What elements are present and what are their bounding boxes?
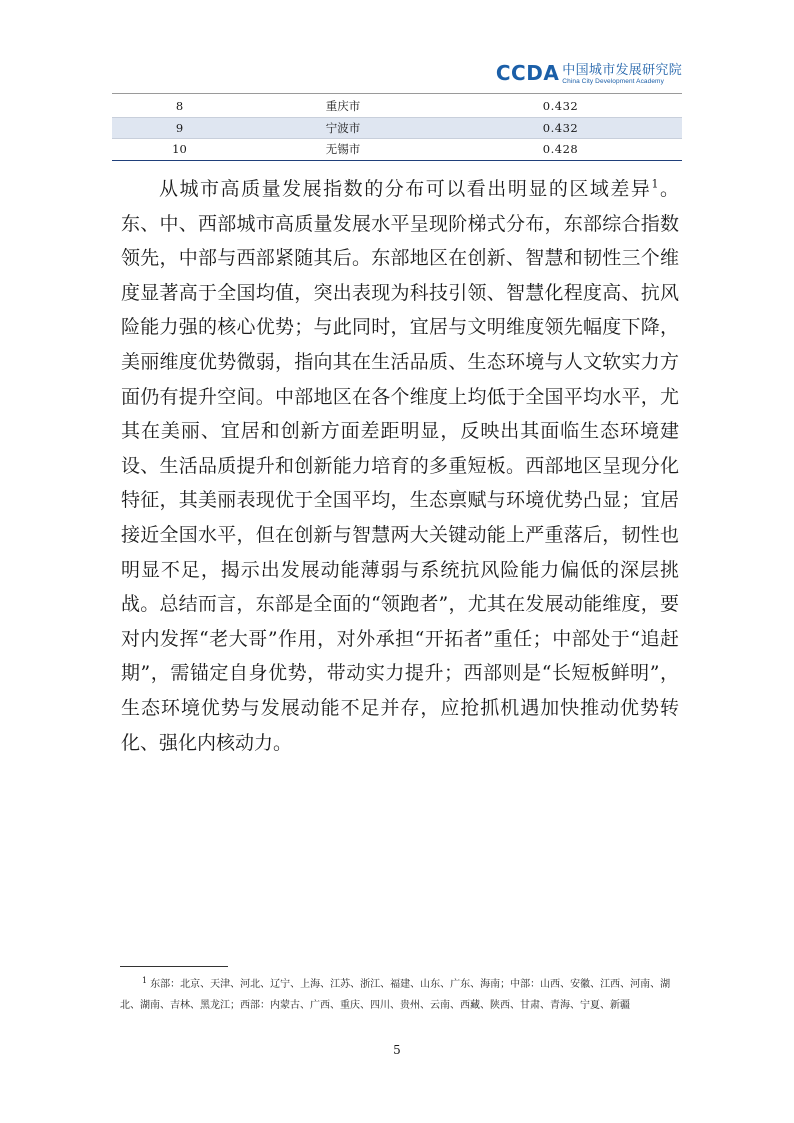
page-header <box>112 60 682 94</box>
body-paragraph <box>121 172 679 760</box>
ranking-table <box>112 96 682 161</box>
page-number: 5 <box>393 1043 401 1057</box>
rank-cell: 8 <box>175 99 184 114</box>
logo-text <box>562 60 682 86</box>
score-cell: 0.432 <box>542 99 579 114</box>
footnote <box>120 974 676 1016</box>
logo-mark: CCDA <box>495 61 560 85</box>
rank-cell: 10 <box>172 142 187 157</box>
table-row <box>112 139 682 161</box>
header-rule <box>112 93 682 94</box>
footnote-text: 东部：北京、天津、河北、辽宁、上海、江苏、浙江、福建、山东、广东、海南；中部：山西、安徽、江西、河南、湖北、湖南、吉林、黑龙江；西部：内蒙古、广西、重庆、四川、贵州、云南、西藏、陕西、甘肃、青海、宁夏、新疆 <box>120 979 671 1011</box>
table-row <box>112 96 682 117</box>
org-name-en: China City Development Academy <box>562 78 664 85</box>
paragraph-lead: 从城市高质量发展指数的分布可以看出明显的区域差异 <box>159 178 652 200</box>
score-cell: 0.432 <box>439 117 682 139</box>
city-cell: 宁波市 <box>247 117 439 139</box>
paragraph-rest: 。东、中、西部城市高质量发展水平呈现阶梯式分布，东部综合指数领先，中部与西部紧随其后。东部地区在创新、智慧和韧性三个维度显著高于全国均值，突出表现为科技引领、智慧化程度高、抗风险能力强的核心优势；与此同时，宜居与文明维度领先幅度下降，美丽维度优势微弱，指向其在生活品质、生态环境与人文软实力方面仍有提升空间。中部地区在各个维度上均低于全国平均水平，尤其在美丽、宜居和创新方面差距明显，反映出其面临生态环境建设、生活品质提升和创新能力培育的多重短板。西部地区呈现分化特征，其美丽表现优于全国平均，生态禀赋与环境优势凸显；宜居接近全国水平，但在创新与智慧两大关键动能上严重落后，韧性也明显不足，揭示出发展动能薄弱与系统抗风险能力偏低的深层挑战。总结而言，东部是全面的“领跑者”，尤其在发展动能维度，要对内发挥“老大哥”作用，对外承担“开拓者”重任；中部处于“追赶期”，需锚定自身优势，带动实力提升；西部则是“长短板鲜明”，生态环境优势与发展动能不足并存，应抢抓机遇加快推动优势转化、强化内核动力。 <box>121 178 679 754</box>
footnote-reference[interactable]: 1 <box>651 177 659 191</box>
score-cell: 0.428 <box>542 142 579 157</box>
table-row <box>112 117 682 139</box>
footnote-mark: 1 <box>142 975 148 985</box>
org-name-cn: 中国城市发展研究院 <box>562 63 682 78</box>
city-cell: 重庆市 <box>325 99 361 114</box>
rank-cell: 9 <box>112 117 247 139</box>
city-cell: 无锡市 <box>325 142 361 157</box>
footnote-divider <box>120 966 228 967</box>
ccda-logo <box>496 60 682 86</box>
